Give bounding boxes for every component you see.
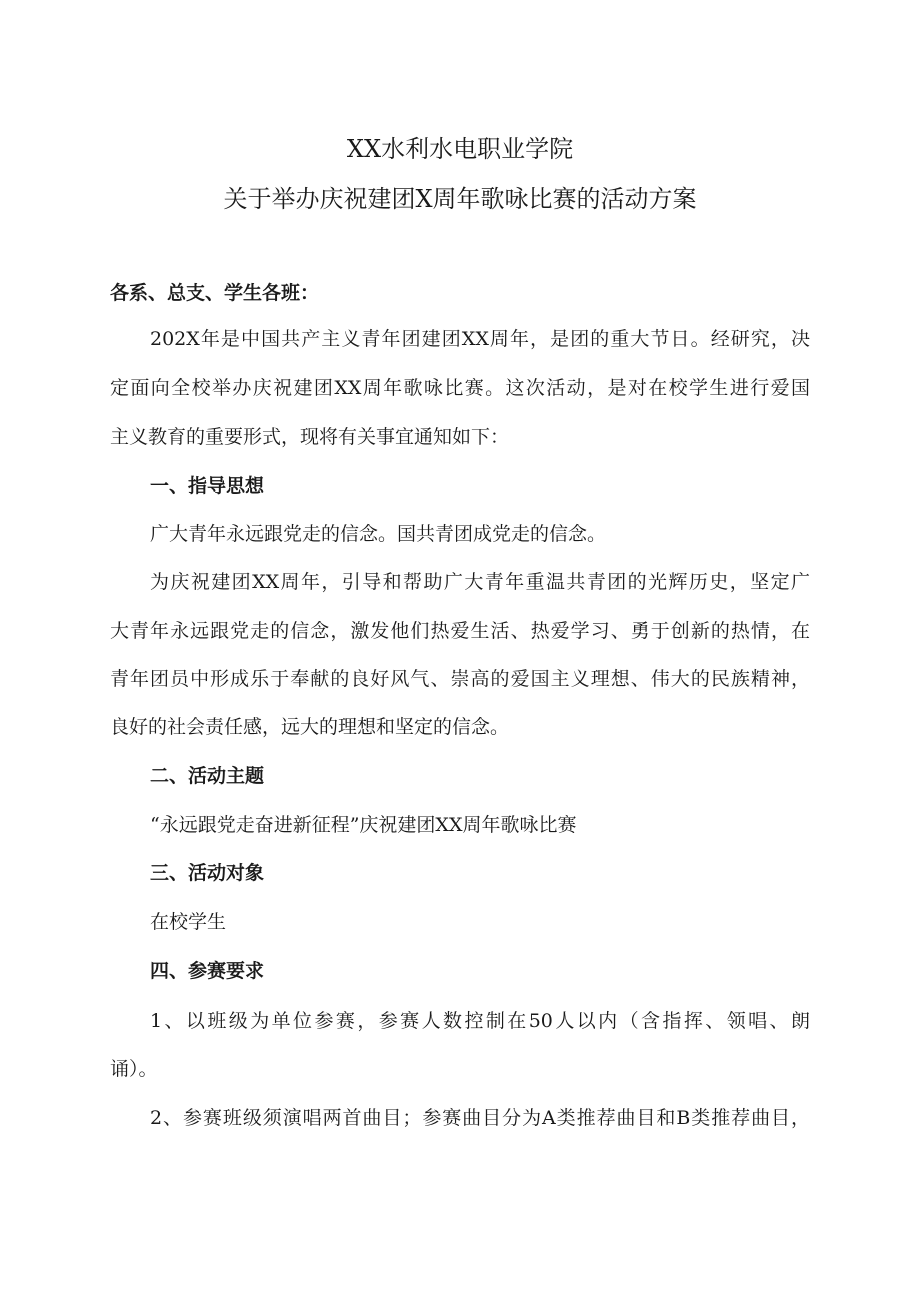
section3-participants-text: 在校学生 xyxy=(150,911,227,933)
document-title-subject: 关于举办庆祝建团X周年歌咏比赛的活动方案 xyxy=(223,185,697,213)
section-heading-theme: 二、活动主题 xyxy=(150,765,265,787)
intro-line-1: 202X年是中国共产主义青年团建团XX周年，是团的重大节日。经研究，决 xyxy=(150,328,810,350)
requirement-item-2-line-1: 2、参赛班级须演唱两首曲目；参赛曲目分为A类推荐曲目和B类推荐曲目， xyxy=(150,1107,810,1129)
section1-paragraph-2-line-1: 为庆祝建团XX周年，引导和帮助广大青年重温共青团的光辉历史，坚定广 xyxy=(150,571,810,593)
section-heading-requirements: 四、参赛要求 xyxy=(150,960,265,982)
section1-paragraph-2-line-4: 良好的社会责任感，远大的理想和坚定的信念。 xyxy=(110,716,510,738)
salutation: 各系、总支、学生各班： xyxy=(110,282,320,304)
intro-line-3: 主义教育的重要形式，现将有关事宜通知如下： xyxy=(110,426,510,448)
section1-paragraph-1: 广大青年永远跟党走的信念。国共青团成党走的信念。 xyxy=(150,523,607,545)
section1-paragraph-2-line-3: 青年团员中形成乐于奉献的良好风气、崇高的爱国主义理想、伟大的民族精神， xyxy=(110,668,810,690)
document-title-institution: XX水利水电职业学院 xyxy=(346,135,574,163)
section1-paragraph-2-line-2: 大青年永远跟党走的信念，激发他们热爱生活、热爱学习、勇于创新的热情，在 xyxy=(110,620,810,642)
section2-theme-text: “永远跟党走奋进新征程”庆祝建团XX周年歌咏比赛 xyxy=(150,814,577,836)
requirement-item-1-line-1: 1、以班级为单位参赛，参赛人数控制在50人以内（含指挥、领唱、朗 xyxy=(150,1010,810,1032)
section-heading-participants: 三、活动对象 xyxy=(150,862,265,884)
intro-line-2: 定面向全校举办庆祝建团XX周年歌咏比赛。这次活动，是对在校学生进行爱国 xyxy=(110,377,810,399)
section-heading-guiding-thought: 一、指导思想 xyxy=(150,475,265,497)
requirement-item-1-line-2: 诵）。 xyxy=(110,1058,158,1080)
